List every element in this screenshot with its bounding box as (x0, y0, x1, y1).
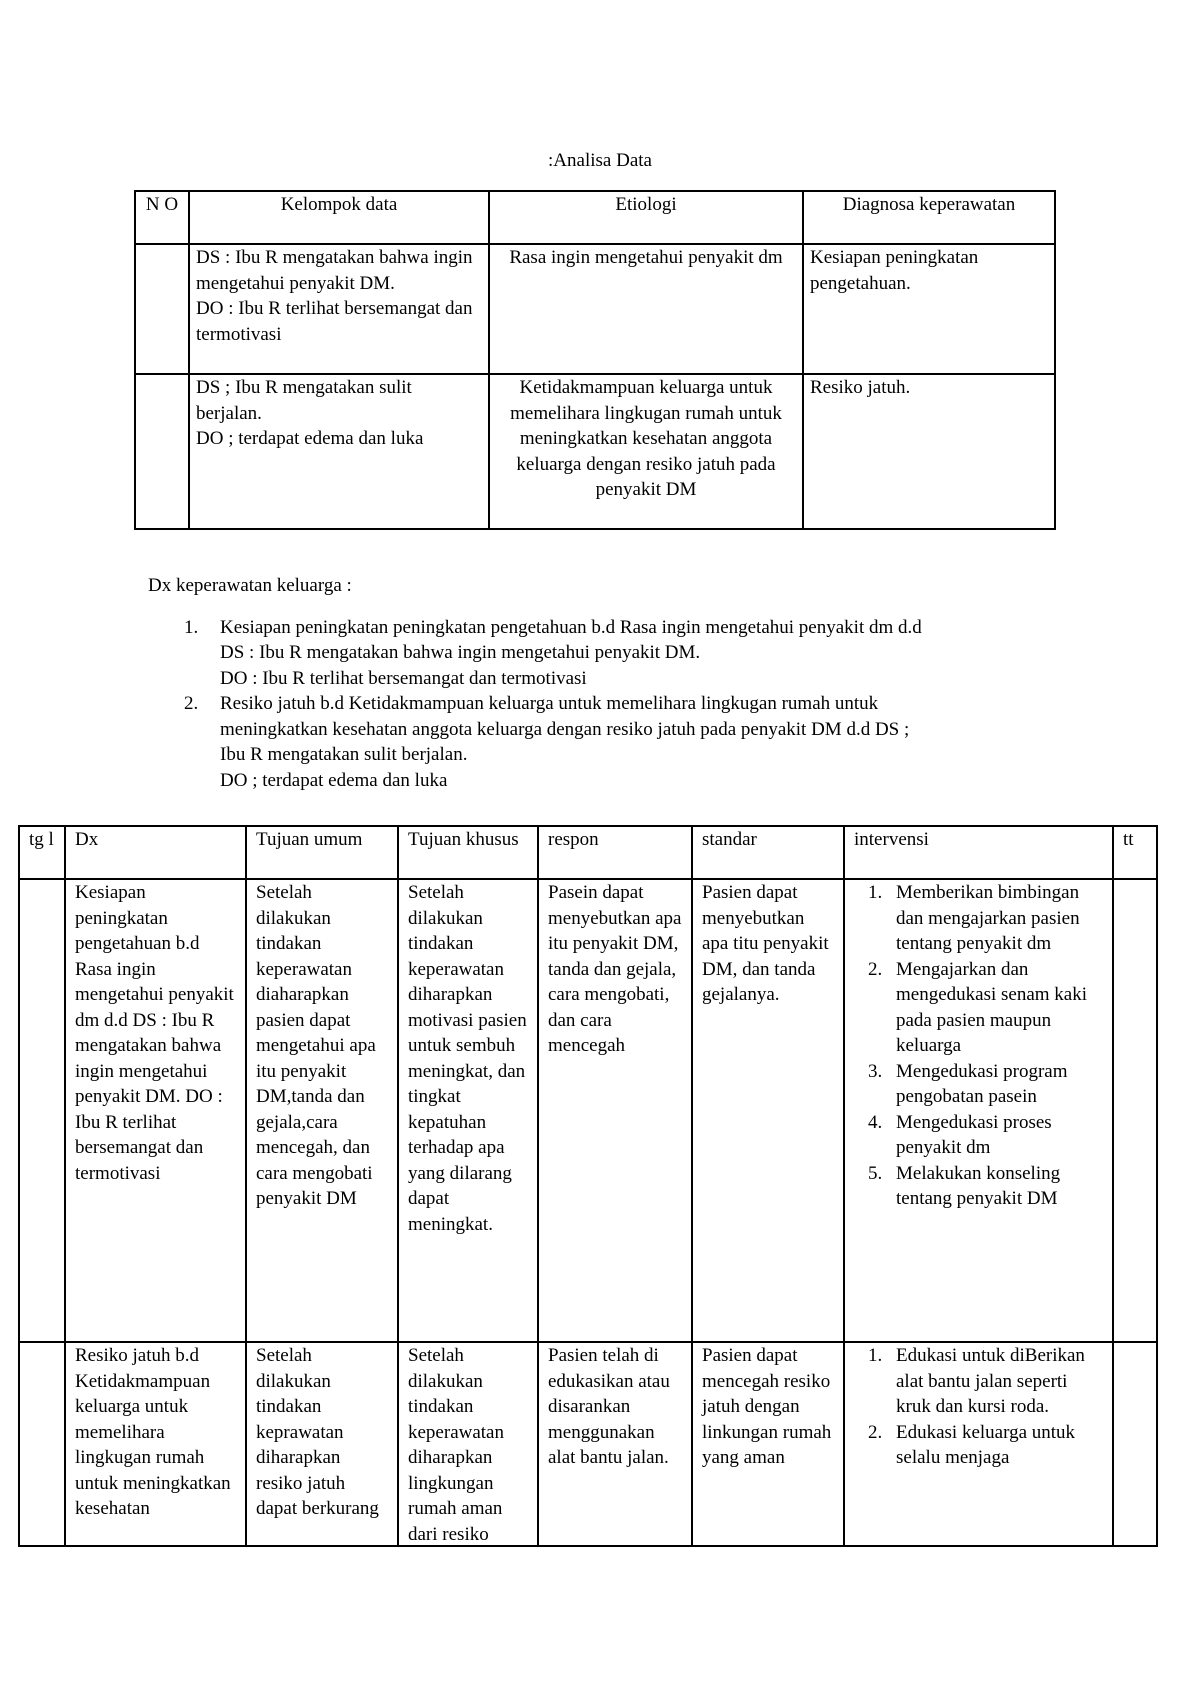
dx-item (148, 691, 1128, 793)
header-standar: standar (692, 826, 844, 879)
kelompok-ds: DS ; Ibu R mengatakan sulit berjalan. (196, 377, 412, 424)
dx-list (148, 615, 1128, 794)
cell-etiologi: Ketidakmampuan keluarga untuk memelihara lingkugan rumah untuk meningkatkan kesehatan anggota keluarga dengan resiko jatuh pada penyakit DM (489, 374, 803, 529)
header-no: N O (135, 191, 189, 244)
intervensi-item (854, 880, 1103, 957)
analysis-row (135, 374, 1055, 529)
dx-item-line: Ibu R mengatakan sulit berjalan. (220, 744, 468, 765)
intervensi-text: Mengedukasi proses penyakit dm (896, 1111, 1052, 1158)
header-tgl: tg l (19, 826, 65, 879)
cell-tujuan-umum-text: Setelah dilakukan tindakan keprawatan diharapkan resiko jatuh dapat berkurang (256, 1345, 379, 1519)
dx-keperawatan-section (148, 573, 1128, 793)
cell-tujuan-khusus-text: Setelah dilakukan tindakan keperawatan diharapkan lingkungan rumah aman dari resiko (408, 1345, 504, 1545)
cell-tujuan-umum: Setelah dilakukan tindakan keperawatan diaharapkan pasien dapat mengetahui apa itu penyakit DM,tanda dan gejala,cara mencegah, dan cara mengobati penyakit DM (246, 879, 398, 1342)
cell-kelompok-data (189, 244, 489, 374)
plan-row (19, 1342, 1157, 1546)
cell-no (135, 244, 189, 374)
cell-standar: Pasien dapat mencegah resiko jatuh dengan linkungan rumah yang aman (692, 1342, 844, 1546)
cell-respon: Pasien telah di edukasikan atau disarankan menggunakan alat bantu jalan. (538, 1342, 692, 1546)
cell-diagnosa: Kesiapan peningkatan pengetahuan. (803, 244, 1055, 374)
cell-tujuan-khusus (398, 1342, 538, 1546)
cell-etiologi: Rasa ingin mengetahui penyakit dm (489, 244, 803, 374)
cell-tt (1113, 1342, 1157, 1546)
intervensi-item (854, 1420, 1103, 1471)
analysis-header-row (135, 191, 1055, 244)
page-title: :Analisa Data (548, 150, 652, 171)
dx-heading: Dx keperawatan keluarga : (148, 575, 352, 596)
intervensi-item (854, 1161, 1103, 1212)
dx-item-line: DO : Ibu R terlihat bersemangat dan termotivasi (220, 667, 587, 689)
intervensi-clip (854, 1343, 1103, 1545)
cell-kelompok-data (189, 374, 489, 529)
kelompok-ds: DS : Ibu R mengatakan bahwa ingin mengetahui penyakit DM. (196, 247, 473, 294)
dx-item-line: meningkatkan kesehatan anggota keluarga dengan resiko jatuh pada penyakit DM d.d DS ; (220, 718, 910, 740)
cell-diagnosa: Resiko jatuh. (803, 374, 1055, 529)
header-diagnosa: Diagnosa keperawatan (803, 191, 1055, 244)
cell-tujuan-umum (246, 1342, 398, 1546)
intervensi-list (854, 880, 1103, 1212)
header-dx: Dx (65, 826, 246, 879)
intervensi-number: 2. (868, 1421, 883, 1443)
dx-item (148, 615, 1128, 692)
dx-item-number: 2. (184, 693, 199, 714)
plan-table (18, 825, 1158, 1547)
header-tujuan-khusus: Tujuan khusus (398, 826, 538, 879)
analysis-table (134, 190, 1056, 530)
intervensi-text: Memberikan bimbingan dan mengajarkan pasien tentang penyakit dm (896, 882, 1080, 954)
header-etiologi: Etiologi (489, 191, 803, 244)
header-intervensi: intervensi (844, 826, 1113, 879)
header-respon: respon (538, 826, 692, 879)
cell-tgl (19, 879, 65, 1342)
intervensi-text: Edukasi untuk diBerikan alat bantu jalan seperti kruk dan kursi roda. (896, 1345, 1085, 1417)
cell-tt (1113, 879, 1157, 1342)
cell-dx-text: Resiko jatuh b.d Ketidakmampuan keluarga untuk memelihara lingkugan rumah untuk meningkatkan kesehatan (75, 1345, 231, 1519)
dx-item-line: Resiko jatuh b.d Ketidakmampuan keluarga untuk memelihara lingkugan rumah untuk (220, 693, 879, 714)
plan-header-row (19, 826, 1157, 879)
header-tujuan-umum: Tujuan umum (246, 826, 398, 879)
analysis-row (135, 244, 1055, 374)
dx-item-number: 1. (184, 616, 199, 638)
kelompok-do: DO : Ibu R terlihat bersemangat dan termotivasi (196, 298, 473, 345)
dx-item-line: Kesiapan peningkatan peningkatan pengetahuan b.d Rasa ingin mengetahui penyakit dm d.d (220, 616, 922, 638)
cell-no (135, 374, 189, 529)
header-kelompok-data: Kelompok data (189, 191, 489, 244)
cell-tgl (19, 1342, 65, 1546)
cell-intervensi (844, 879, 1113, 1342)
intervensi-number: 4. (868, 1111, 883, 1133)
intervensi-list (854, 1343, 1103, 1471)
intervensi-text: Edukasi keluarga untuk selalu menjaga (896, 1421, 1076, 1468)
intervensi-number: 5. (868, 1162, 883, 1184)
intervensi-number: 1. (868, 882, 883, 903)
intervensi-item (854, 1343, 1103, 1420)
cell-intervensi (844, 1342, 1113, 1546)
dx-item-line: DO ; terdapat edema dan luka (220, 769, 448, 791)
intervensi-text: Melakukan konseling tentang penyakit DM (896, 1162, 1061, 1209)
cell-dx (65, 1342, 246, 1546)
cell-standar: Pasien dapat menyebutkan apa titu penyakit DM, dan tanda gejalanya. (692, 879, 844, 1342)
intervensi-item (854, 1059, 1103, 1110)
intervensi-text: Mengedukasi program pengobatan pasein (896, 1060, 1068, 1107)
intervensi-item (854, 957, 1103, 1059)
cell-tujuan-khusus: Setelah dilakukan tindakan keperawatan diharapkan motivasi pasien untuk sembuh meningkat, dan tingkat kepatuhan terhadap apa yang dilarang dapat meningkat. (398, 879, 538, 1342)
intervensi-text: Mengajarkan dan mengedukasi senam kaki pada pasien maupun keluarga (896, 958, 1088, 1056)
intervensi-number: 1. (868, 1345, 883, 1366)
cell-respon: Pasein dapat menyebutkan apa itu penyakit DM, tanda dan gejala, cara mengobati, dan cara mencegah (538, 879, 692, 1342)
intervensi-item (854, 1110, 1103, 1161)
header-tt: tt (1113, 826, 1157, 879)
dx-item-line: DS : Ibu R mengatakan bahwa ingin mengetahui penyakit DM. (220, 642, 701, 663)
cell-dx: Kesiapan peningkatan pengetahuan b.d Rasa ingin mengetahui penyakit dm d.d DS : Ibu R mengatakan bahwa ingin mengetahui penyakit DM. DO : Ibu R terlihat bersemangat dan termotivasi (65, 879, 246, 1342)
plan-row (19, 879, 1157, 1342)
intervensi-number: 2. (868, 958, 883, 980)
intervensi-number: 3. (868, 1060, 883, 1082)
kelompok-do: DO ; terdapat edema dan luka (196, 428, 424, 449)
